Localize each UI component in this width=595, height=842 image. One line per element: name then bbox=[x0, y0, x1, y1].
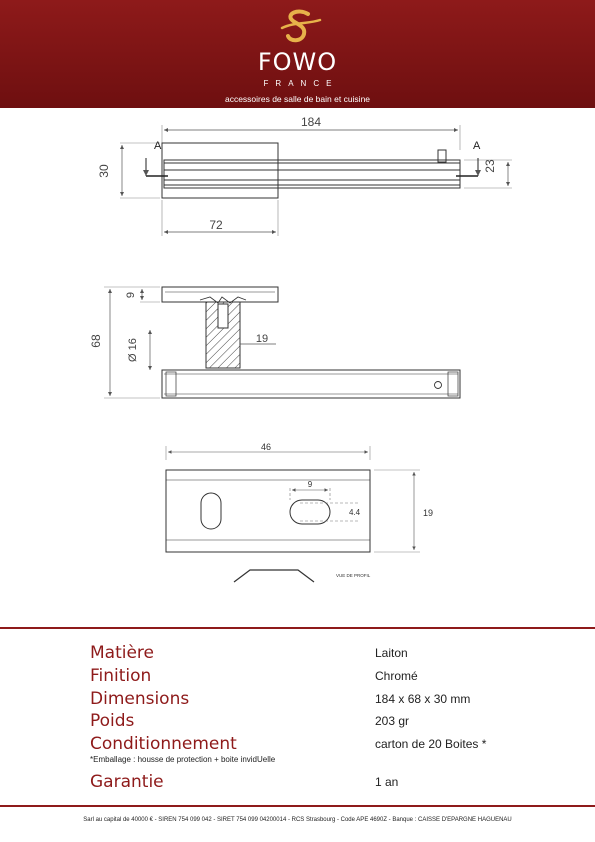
specs-divider-bottom bbox=[0, 805, 595, 807]
top-view bbox=[120, 125, 512, 236]
profile-view-label: VUE DE PROFIL bbox=[336, 573, 371, 578]
dim-depth: 23 bbox=[483, 159, 497, 173]
header-banner bbox=[0, 0, 595, 108]
spec-label-warranty: Garantie bbox=[90, 772, 164, 792]
packaging-note: *Emballage : housse de protection + boite invidUelle bbox=[90, 755, 276, 764]
dim-diameter: Ø 16 bbox=[127, 338, 139, 362]
dim-half: 72 bbox=[209, 218, 223, 232]
brand-name: FOWO bbox=[257, 48, 338, 76]
brand-country: FRANCE bbox=[263, 79, 339, 88]
section-marker-right: A bbox=[473, 140, 481, 152]
slot-height-label: 4.4 bbox=[349, 508, 361, 517]
specs-divider-top bbox=[0, 627, 595, 629]
spec-value-dimensions: 184 x 68 x 30 mm bbox=[375, 692, 471, 706]
spec-value-finish: Chromé bbox=[375, 669, 418, 683]
spec-label-finish: Finition bbox=[90, 666, 152, 686]
slot-width-label: 9 bbox=[307, 480, 313, 489]
dim-base: 9 bbox=[125, 291, 137, 299]
spec-value-material: Laiton bbox=[375, 646, 408, 660]
dim-total: 68 bbox=[89, 334, 103, 348]
spec-label-weight: Poids bbox=[90, 711, 135, 731]
plate-height-label: 19 bbox=[423, 508, 434, 518]
dim-length: 184 bbox=[300, 115, 322, 129]
dim-height: 30 bbox=[97, 164, 111, 178]
dim-shaft: 19 bbox=[255, 333, 269, 345]
logo-icon bbox=[278, 8, 322, 48]
spec-label-packaging: Conditionnement bbox=[90, 734, 237, 754]
plate-view bbox=[166, 446, 420, 582]
company-legal-footer: Sarl au capital de 40000 € - SIREN 754 099 042 - SIRET 754 099 04200014 - RCS Strasbourg - Code APE 4690Z - Banque : CAISSE D'EPARGNE HAGUENAU bbox=[83, 817, 512, 823]
spec-label-material: Matière bbox=[90, 643, 155, 663]
spec-value-warranty: 1 an bbox=[375, 775, 399, 789]
brand-tagline: accessoires de salle de bain et cuisine bbox=[224, 94, 371, 104]
spec-value-weight: 203 gr bbox=[375, 714, 410, 728]
spec-value-packaging: carton de 20 Boites * bbox=[375, 737, 487, 751]
spec-label-dimensions: Dimensions bbox=[90, 689, 190, 709]
section-marker-left: A bbox=[154, 140, 162, 152]
plate-width-label: 46 bbox=[260, 442, 272, 452]
section-view bbox=[104, 287, 460, 398]
technical-drawing bbox=[0, 108, 595, 588]
